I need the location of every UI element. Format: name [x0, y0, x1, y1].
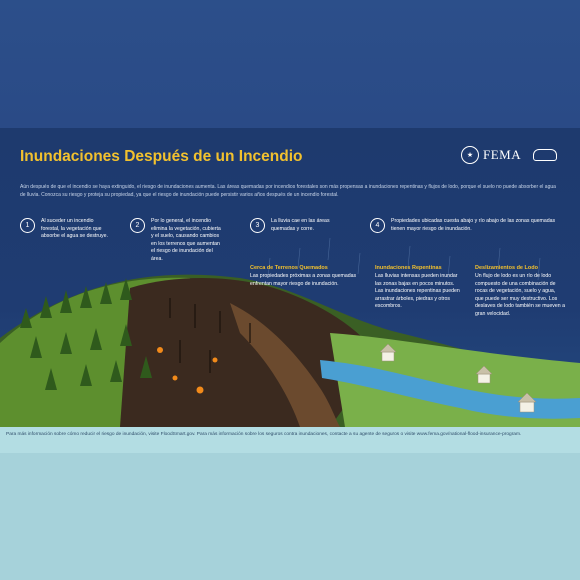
subsection-title-mudslides: Deslizamientos de Lodo — [475, 265, 538, 271]
fema-logo — [461, 146, 557, 164]
subsection-title-flash-floods: Inundaciones Repentinas — [375, 265, 442, 271]
flood-poster — [0, 128, 580, 427]
step-text: La lluvia cae en las áreas quemadas y corre. — [271, 218, 330, 232]
bottom-band — [0, 453, 580, 580]
subsection-text-burned: Las propiedades próximas a zonas quemadas enfrentan mayor riesgo de inundación. — [250, 273, 357, 287]
step-text: Al suceder un incendio forestal, la vegetación que absorbe el agua se destruye. — [41, 218, 108, 239]
step-text: Por lo general, el incendio elimina la vegetación, cubierta y el suelo, causando cambios en los terrenos que aumentan el riesgo de inundación del área. — [151, 218, 221, 262]
step-2 — [130, 218, 221, 263]
poster-title: Inundaciones Después de un Incendio — [20, 148, 303, 165]
fema-wordmark: FEMA — [483, 147, 522, 162]
subsection-text-flash-floods: Las lluvias intensas pueden inundar las zonas bajas en pocos minutos. Las inundaciones repentinas pueden arrastrar árboles, piedras y otros escombros. — [375, 273, 460, 309]
top-band — [0, 0, 580, 128]
step-3 — [250, 218, 341, 233]
step-number: 3 — [250, 218, 265, 233]
step-number: 1 — [20, 218, 35, 233]
subsection-text-mudslides: Un flujo de lodo es un río de lodo compuesto de una combinación de rocas de vegetación, suelo y agua, que puede ser muy destructivo. Los deslaves de lodo también se mueven a gran velocidad. — [475, 273, 565, 317]
step-4 — [370, 218, 561, 233]
subsection-title-burned: Cerca de Terrenos Quemados — [250, 265, 328, 271]
step-number: 4 — [370, 218, 385, 233]
flood-smart-icon — [533, 149, 557, 161]
step-1 — [20, 218, 111, 241]
step-text: Propiedades ubicadas cuesta abajo y río abajo de las zonas quemadas tienen mayor riesgo de inundación. — [391, 218, 556, 232]
intro-paragraph: Aún después de que el incendio se haya extinguido, el riesgo de inundaciones aumenta. Las áreas quemadas por incendios forestales son más propensas a inundaciones repentinas y flujos de lodo, porque el suelo no puede absorber el agua de lluvia. Conozca su riesgo y proteja su propiedad, ya que el riesgo de inundación puede persistir varios años después de un incendio forestal. — [20, 184, 556, 198]
footer-text: Para más información sobre cómo reducir el riesgo de inundación, visite FloodSmart.gov. Para más información sobre los seguros contra inundaciones, contacte a su agente de seguros o visite www.fema.gov/national-flood-insurance-program. — [6, 432, 522, 437]
dhs-seal-icon: ★ — [461, 146, 479, 164]
step-number: 2 — [130, 218, 145, 233]
